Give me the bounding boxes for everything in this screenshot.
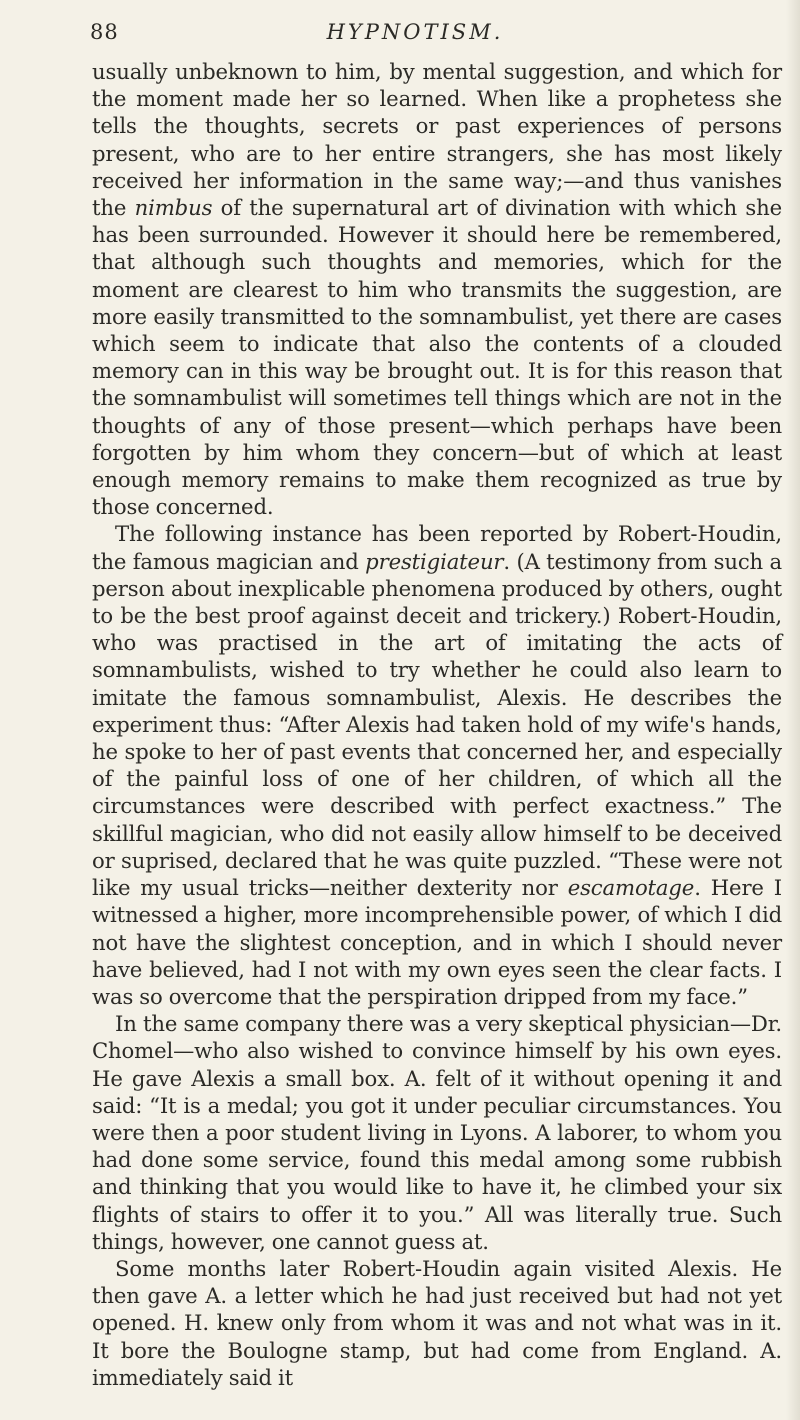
text-run: . Here I witnessed a higher, more incomprehensible power, of which I did not have the slightest conception, and in which I should never have believed, had I not with my own eyes seen the clear facts. I was so overcome that the perspiration dripped from my face.”	[92, 875, 782, 1009]
page-edge	[786, 0, 800, 1420]
running-head: HYPNOTISM.	[326, 20, 504, 44]
text-run: usually unbeknown to him, by mental suggestion, and which for the moment made her so learned. When like a prophetess she tells the thoughts, secrets or past experiences of persons present, who are to her entire strangers, she has most likely received her information in the same way;—and thus vanishes the	[92, 59, 782, 221]
text-run: In the same company there was a very skeptical physician—Dr. Chomel—who also wished to convince himself by his own eyes. He gave Alexis a small box. A. felt of it without opening it and said: “It is a medal; you got it under peculiar circumstances. You were then a poor student living in Lyons. A laborer, to whom you had done some service, found this medal among some rubbish and thinking that you would like to have it, he climbed your six flights of stairs to offer it to you.” All was literally true. Such things, however, one cannot guess at.	[92, 1011, 782, 1254]
body-text	[92, 58, 782, 1391]
text-run: The following instance has been reported by Robert-Houdin, the famous magician and	[92, 521, 782, 574]
italic-term: nimbus	[134, 195, 213, 221]
paragraph	[92, 1010, 782, 1255]
text-run: of the supernatural art of divination with which she has been surrounded. However it should here be remembered, that although such thoughts and memories, which for the moment are clearest to him who transmits the suggestion, are more easily transmitted to the somnambulist, yet there are cases which seem to indicate that also the contents of a clouded memory can in this way be brought out. It is for this reason that the somnambulist will sometimes tell things which are not in the thoughts of any of those present—which perhaps have been forgotten by him whom they concern—but of which at least enough memory remains to make them recognized as true by those concerned.	[92, 195, 782, 520]
text-run: . (A testimony from such a person about inexplicable phenomena produced by others, ought to be the best proof against deceit and trickery.) Robert-Houdin, who was practised in the art of imitating the acts of somnambulists, wished to try whether he could also learn to imitate the famous somnambulist, Alexis. He describes the experiment thus: “After Alexis had taken hold of my wife's hands, he spoke to her of past events that concerned her, and especially of the painful loss of one of her children, of which all the circumstances were described with perfect exactness.” The skillful magician, who did not easily allow himself to be deceived or suprised, declared that he was quite puzzled. “These were not like my usual tricks—neither dexterity nor	[92, 548, 782, 901]
paragraph	[92, 58, 782, 520]
text-run: Some months later Robert-Houdin again visited Alexis. He then gave A. a letter which he had just received but had not yet opened. H. knew only from whom it was and not what was in it. It bore the Boulogne stamp, but had come from England. A. immediately said it	[92, 1255, 782, 1390]
page-number: 88	[90, 20, 119, 44]
page-header	[90, 14, 740, 50]
italic-term: prestigiateur	[365, 548, 504, 574]
paragraph	[92, 1255, 782, 1391]
italic-term: escamotage	[567, 875, 695, 901]
paragraph	[92, 520, 782, 1010]
